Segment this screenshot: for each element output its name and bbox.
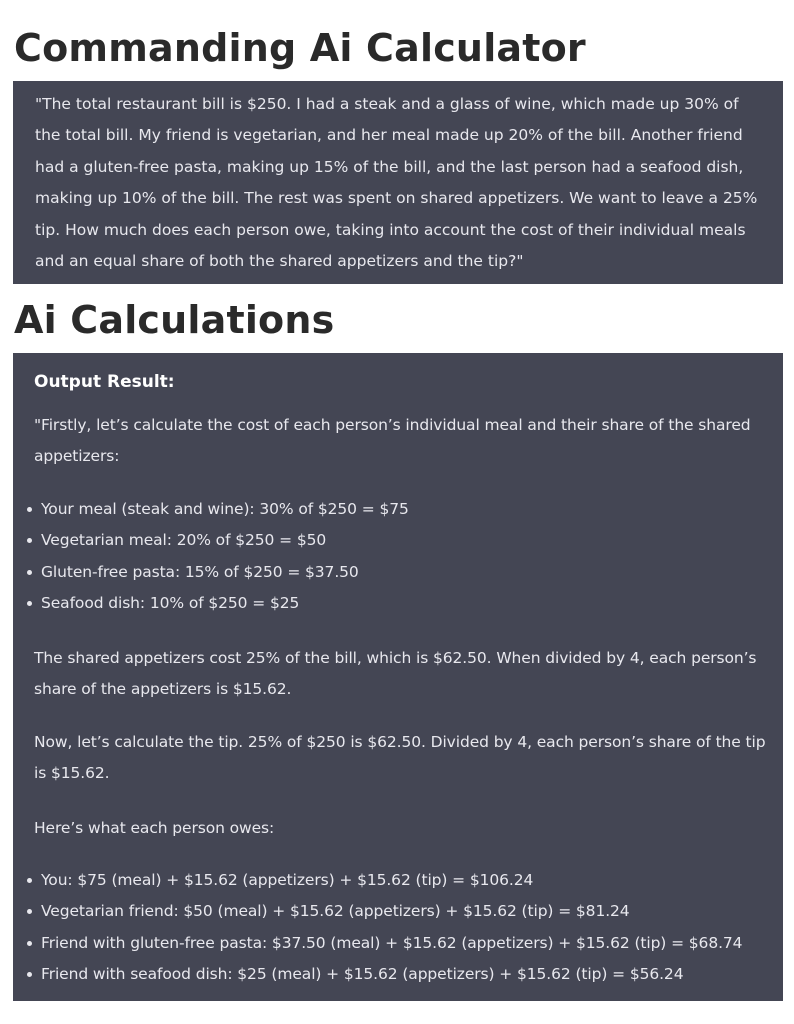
- bullet-icon: [27, 972, 32, 977]
- owes-intro-block: [34, 813, 767, 844]
- section-title-calculations: Ai Calculations: [14, 298, 335, 342]
- output-intro-block: [34, 410, 767, 473]
- prompt-panel: [13, 81, 783, 284]
- output-panel: [13, 353, 783, 1001]
- bullet-icon: [27, 538, 32, 543]
- page-title: Commanding Ai Calculator: [14, 26, 586, 70]
- bullet-icon: [27, 507, 32, 512]
- tip-paragraph: Now, let’s calculate the tip. 25% of $250 is $62.50. Divided by 4, each person’s share of the tip is $15.62.: [34, 733, 766, 783]
- appetizers-paragraph: The shared appetizers cost 25% of the bill, which is $62.50. When divided by 4, each person’s share of the appetizers is $15.62.: [34, 649, 757, 699]
- list-item: Friend with seafood dish: $25 (meal) + $15.62 (appetizers) + $15.62 (tip) = $56.24: [13, 959, 783, 990]
- bullet-icon: [27, 570, 32, 575]
- bullet-icon: [27, 601, 32, 606]
- owes-intro: Here’s what each person owes:: [34, 819, 275, 837]
- list-item: Vegetarian meal: 20% of $250 = $50: [13, 525, 783, 556]
- list-item: You: $75 (meal) + $15.62 (appetizers) + $15.62 (tip) = $106.24: [13, 865, 783, 896]
- output-intro: "Firstly, let’s calculate the cost of each person’s individual meal and their share of the shared appetizers:: [34, 416, 751, 466]
- meal-cost-list: [13, 494, 783, 619]
- bullet-icon: [27, 909, 32, 914]
- prompt-text: "The total restaurant bill is $250. I had a steak and a glass of wine, which made up 30% of the total bill. My friend is vegetarian, and her meal made up 20% of the bill. Another friend had a gluten-free pasta, making up 15% of the bill, and the last person had a seafood dish, making up 10% of the bill. The rest was spent on shared appetizers. We want to leave a 25% tip. How much does each person owe, taking into account the cost of their individual meals and an equal share of both the shared appetizers and the tip?": [35, 95, 758, 271]
- appetizers-block: [34, 643, 767, 706]
- list-item: Seafood dish: 10% of $250 = $25: [13, 588, 783, 619]
- list-item: Vegetarian friend: $50 (meal) + $15.62 (appetizers) + $15.62 (tip) = $81.24: [13, 896, 783, 927]
- list-item: Gluten-free pasta: 15% of $250 = $37.50: [13, 557, 783, 588]
- owes-list: [13, 865, 783, 990]
- bullet-icon: [27, 878, 32, 883]
- list-item: Your meal (steak and wine): 30% of $250 = $75: [13, 494, 783, 525]
- tip-block: [34, 727, 767, 790]
- output-title: Output Result:: [34, 372, 175, 392]
- bullet-icon: [27, 941, 32, 946]
- list-item: Friend with gluten-free pasta: $37.50 (meal) + $15.62 (appetizers) + $15.62 (tip) = $68.74: [13, 928, 783, 959]
